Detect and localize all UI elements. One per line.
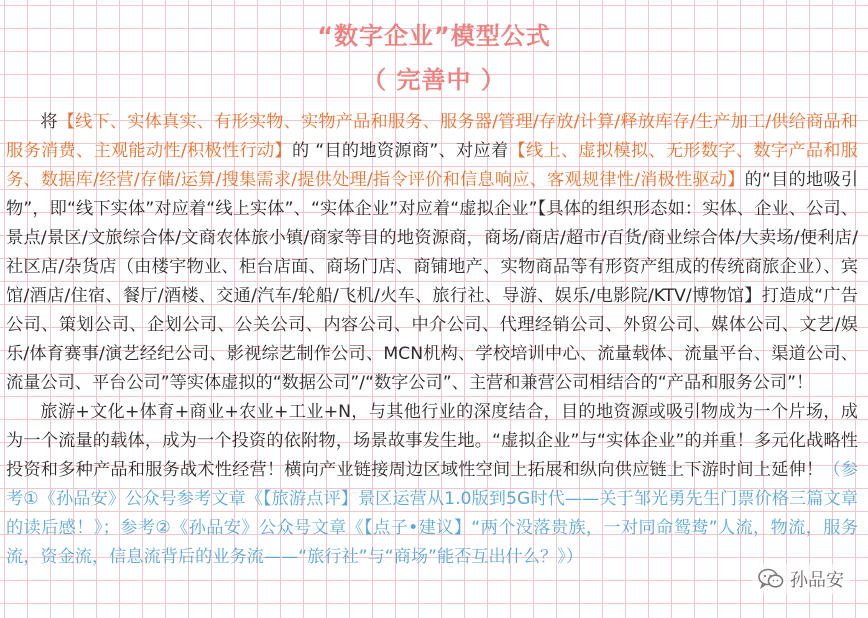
paragraph-2 (6, 398, 858, 572)
paragraph-1-body: 的“目的地吸引物”，即“线下实体”对应着“线上实体”、“实体企业”对应着“虚拟企业”【具体的组织形态如：实体、企业、公司、景点/景区/文旅综合体/文商农体旅小镇/商家等目的地资源商，商场/商店/超市/百货/商业综合体/大卖场/便利店/社区店/杂货店（由楼宇物业、柜台店面、商场门店、商铺地产、实物商品等有形资产组成的传统商旅企业）、宾馆/酒店/住宿、餐厅/酒楼、交通/汽车/轮船/飞机/火车、旅行社、导游、娱乐/电影院/KTV/博物馆】打造成“广告公司、策划公司、企划公司、公关公司、内容公司、中介公司、代理经销公司、外贸公司、媒体公司、文艺/娱乐/体育赛事/演艺经纪公司、影视综艺制作公司、MCN机构、学校培训中心、流量载体、流量平台、渠道公司、流量公司、平台公司”等实体虚拟的“数据公司”/“数字公司”、主营和兼营公司相结合的“产品和服务公司”！ (6, 170, 859, 393)
watermark-label: 孙品安 (790, 570, 844, 591)
article-body (6, 108, 858, 572)
reference-links[interactable]: （参考①《孙品安》公众号参考文章《【旅游点评】景区运营从1.0版到5G时代——关于邹光勇先生门票价格三篇文章的读后感！》；参考②《孙品安》公众号文章《【点子•建议】“两个没落贵族，一对同命鸳鸯”人流，物流，服务流，资金流，信息流背后的业务流——“旅行社”与“商场”能否互出什么？》） (6, 460, 858, 567)
paragraph-1-connector: 的 “目的地资源商”、对应着 (291, 141, 509, 161)
page-subtitle: （ 完善中 ） (362, 66, 506, 94)
highlight-offline-terms: 【线下、实体真实、有形实物、实物产品和服务、服务器/管理/存放/计算/释放库存/生产加工/供给商品和服务消费、主观能动性/积极性行动】 (6, 112, 858, 161)
highlight-online-terms: 【线上、虚拟模拟、无形数字、数字产品和服务、数据库/经营/存储/运算/搜集需求/提供处理/指令评价和信息响应、客观规律性/消极性驱动】 (6, 141, 858, 190)
page-title: “数字企业”模型公式 (317, 22, 551, 50)
paragraph-2-body: 旅游+文化+体育+商业+农业+工业+N，与其他行业的深度结合，目的地资源或吸引物成为一个片场，成为一个流量的载体，成为一个投资的依附物，场景故事发生地。“虚拟企业”与“实体企业”的并重！多元化战略性投资和多种产品和服务战术性经营！横向产业链接周边区域性空间上拓展和纵向供应链上下游时间上延伸！ (6, 402, 858, 480)
paragraph-1 (6, 108, 858, 398)
wechat-watermark (752, 564, 850, 594)
paragraph-1-lead: 将 (40, 112, 58, 132)
wechat-icon (758, 568, 784, 590)
